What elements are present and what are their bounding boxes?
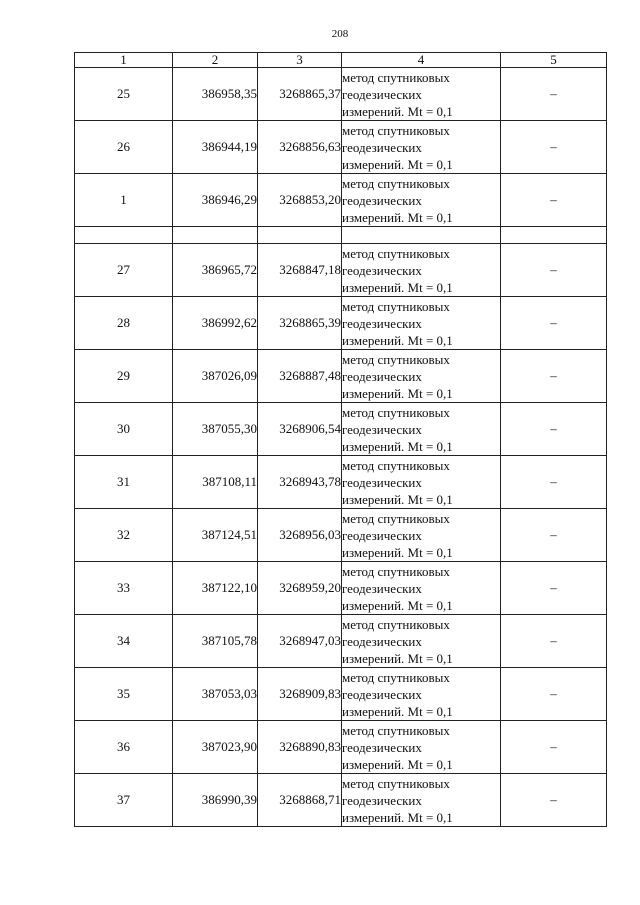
method-cell <box>342 68 501 121</box>
note-cell: – <box>501 615 607 668</box>
y-coordinate-cell: 3268865,37 <box>258 68 342 121</box>
table-row <box>75 244 607 297</box>
method-cell <box>342 774 501 827</box>
method-line: геодезических <box>342 315 422 331</box>
coordinates-table <box>74 52 607 827</box>
method-cell <box>342 562 501 615</box>
x-coordinate-cell: 387055,30 <box>173 403 258 456</box>
note-cell: – <box>501 774 607 827</box>
method-cell <box>342 297 501 350</box>
note-cell: – <box>501 297 607 350</box>
y-coordinate-cell: 3268865,39 <box>258 297 342 350</box>
method-line: измерений. Mt = 0,1 <box>342 703 453 719</box>
spacer-cell <box>75 227 173 244</box>
table-row <box>75 403 607 456</box>
method-cell <box>342 403 501 456</box>
method-cell <box>342 456 501 509</box>
table-row <box>75 121 607 174</box>
note-cell: – <box>501 174 607 227</box>
column-header-3: 3 <box>258 53 342 68</box>
point-number-cell: 36 <box>75 721 173 774</box>
x-coordinate-cell: 387105,78 <box>173 615 258 668</box>
note-cell: – <box>501 721 607 774</box>
note-cell: – <box>501 668 607 721</box>
point-number-cell: 25 <box>75 68 173 121</box>
note-cell: – <box>501 403 607 456</box>
method-line: метод спутниковых <box>342 669 450 685</box>
note-cell: – <box>501 456 607 509</box>
table-row <box>75 668 607 721</box>
table-row <box>75 68 607 121</box>
method-line: метод спутниковых <box>342 510 450 526</box>
point-number-cell: 37 <box>75 774 173 827</box>
method-line: геодезических <box>342 527 422 543</box>
x-coordinate-cell: 387108,11 <box>173 456 258 509</box>
method-line: метод спутниковых <box>342 351 450 367</box>
method-line: геодезических <box>342 580 422 596</box>
method-line: метод спутниковых <box>342 404 450 420</box>
method-line: геодезических <box>342 192 422 208</box>
method-line: метод спутниковых <box>342 69 450 85</box>
method-line: геодезических <box>342 474 422 490</box>
method-cell <box>342 121 501 174</box>
method-line: геодезических <box>342 686 422 702</box>
x-coordinate-cell: 386965,72 <box>173 244 258 297</box>
y-coordinate-cell: 3268890,83 <box>258 721 342 774</box>
method-line: метод спутниковых <box>342 175 450 191</box>
point-number-cell: 34 <box>75 615 173 668</box>
table-row <box>75 174 607 227</box>
x-coordinate-cell: 387053,03 <box>173 668 258 721</box>
method-line: измерений. Mt = 0,1 <box>342 438 453 454</box>
method-cell <box>342 615 501 668</box>
y-coordinate-cell: 3268847,18 <box>258 244 342 297</box>
note-cell: – <box>501 509 607 562</box>
table-row <box>75 509 607 562</box>
method-line: измерений. Mt = 0,1 <box>342 209 453 225</box>
method-line: геодезических <box>342 139 422 155</box>
y-coordinate-cell: 3268887,48 <box>258 350 342 403</box>
method-cell <box>342 509 501 562</box>
method-line: метод спутниковых <box>342 563 450 579</box>
column-header-5: 5 <box>501 53 607 68</box>
method-line: измерений. Mt = 0,1 <box>342 332 453 348</box>
method-line: измерений. Mt = 0,1 <box>342 156 453 172</box>
method-line: геодезических <box>342 86 422 102</box>
y-coordinate-cell: 3268906,54 <box>258 403 342 456</box>
method-line: метод спутниковых <box>342 775 450 791</box>
note-cell: – <box>501 244 607 297</box>
y-coordinate-cell: 3268943,78 <box>258 456 342 509</box>
method-line: измерений. Mt = 0,1 <box>342 385 453 401</box>
x-coordinate-cell: 386946,29 <box>173 174 258 227</box>
y-coordinate-cell: 3268956,03 <box>258 509 342 562</box>
y-coordinate-cell: 3268909,83 <box>258 668 342 721</box>
point-number-cell: 30 <box>75 403 173 456</box>
column-header-1: 1 <box>75 53 173 68</box>
method-line: метод спутниковых <box>342 122 450 138</box>
y-coordinate-cell: 3268947,03 <box>258 615 342 668</box>
table-row <box>75 350 607 403</box>
page-number: 208 <box>331 28 349 40</box>
x-coordinate-cell: 387026,09 <box>173 350 258 403</box>
method-line: измерений. Mt = 0,1 <box>342 544 453 560</box>
method-line: метод спутниковых <box>342 298 450 314</box>
method-cell <box>342 721 501 774</box>
method-line: геодезических <box>342 633 422 649</box>
method-line: измерений. Mt = 0,1 <box>342 491 453 507</box>
table-row <box>75 721 607 774</box>
method-cell <box>342 668 501 721</box>
point-number-cell: 35 <box>75 668 173 721</box>
note-cell: – <box>501 68 607 121</box>
y-coordinate-cell: 3268853,20 <box>258 174 342 227</box>
method-line: метод спутниковых <box>342 245 450 261</box>
column-header-2: 2 <box>173 53 258 68</box>
point-number-cell: 1 <box>75 174 173 227</box>
method-line: геодезических <box>342 421 422 437</box>
point-number-cell: 33 <box>75 562 173 615</box>
method-line: измерений. Mt = 0,1 <box>342 279 453 295</box>
x-coordinate-cell: 387023,90 <box>173 721 258 774</box>
method-cell <box>342 174 501 227</box>
table-row <box>75 297 607 350</box>
method-line: метод спутниковых <box>342 457 450 473</box>
method-line: измерений. Mt = 0,1 <box>342 103 453 119</box>
method-line: геодезических <box>342 739 422 755</box>
spacer-cell <box>342 227 501 244</box>
method-line: измерений. Mt = 0,1 <box>342 597 453 613</box>
method-line: измерений. Mt = 0,1 <box>342 650 453 666</box>
method-cell <box>342 350 501 403</box>
note-cell: – <box>501 562 607 615</box>
point-number-cell: 28 <box>75 297 173 350</box>
method-line: измерений. Mt = 0,1 <box>342 756 453 772</box>
spacer-cell <box>258 227 342 244</box>
y-coordinate-cell: 3268959,20 <box>258 562 342 615</box>
x-coordinate-cell: 386992,62 <box>173 297 258 350</box>
x-coordinate-cell: 386990,39 <box>173 774 258 827</box>
x-coordinate-cell: 386958,35 <box>173 68 258 121</box>
x-coordinate-cell: 387124,51 <box>173 509 258 562</box>
x-coordinate-cell: 387122,10 <box>173 562 258 615</box>
x-coordinate-cell: 386944,19 <box>173 121 258 174</box>
spacer-cell <box>501 227 607 244</box>
method-line: метод спутниковых <box>342 616 450 632</box>
method-line: геодезических <box>342 792 422 808</box>
table-spacer-row <box>75 227 607 244</box>
column-header-4: 4 <box>342 53 501 68</box>
note-cell: – <box>501 350 607 403</box>
table-row <box>75 774 607 827</box>
method-line: метод спутниковых <box>342 722 450 738</box>
method-line: геодезических <box>342 262 422 278</box>
table-row <box>75 615 607 668</box>
method-line: измерений. Mt = 0,1 <box>342 809 453 825</box>
y-coordinate-cell: 3268856,63 <box>258 121 342 174</box>
table-row <box>75 456 607 509</box>
table-body <box>75 68 607 827</box>
point-number-cell: 29 <box>75 350 173 403</box>
point-number-cell: 31 <box>75 456 173 509</box>
table-header-row <box>75 53 607 68</box>
method-line: геодезических <box>342 368 422 384</box>
point-number-cell: 27 <box>75 244 173 297</box>
table-row <box>75 562 607 615</box>
point-number-cell: 32 <box>75 509 173 562</box>
note-cell: – <box>501 121 607 174</box>
point-number-cell: 26 <box>75 121 173 174</box>
spacer-cell <box>173 227 258 244</box>
y-coordinate-cell: 3268868,71 <box>258 774 342 827</box>
method-cell <box>342 244 501 297</box>
